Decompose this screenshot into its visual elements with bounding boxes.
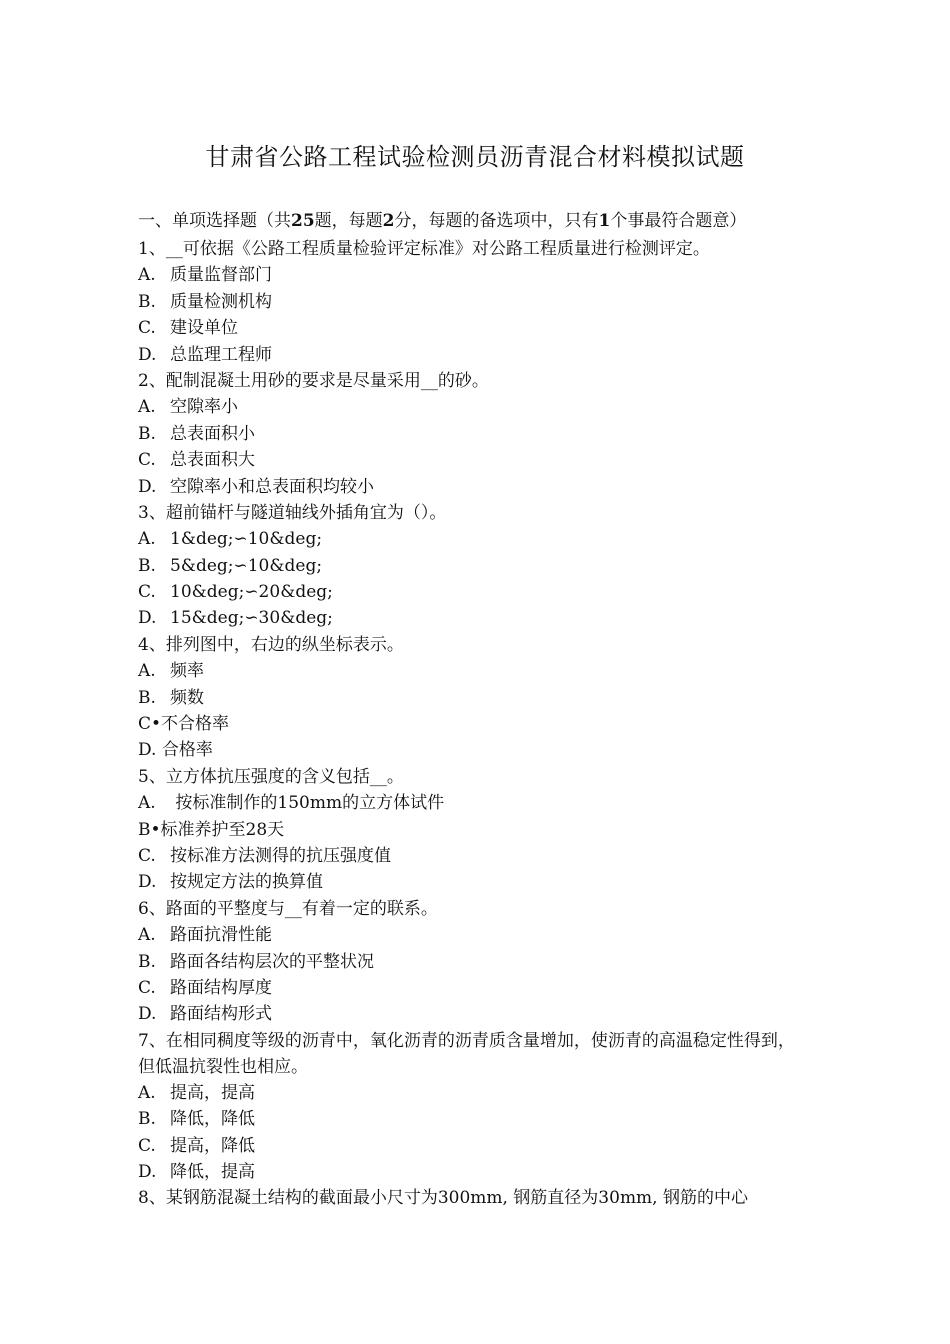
option-text: 总监理工程师 [170,344,272,365]
option [138,605,810,631]
option-letter: A. [138,529,156,550]
option [138,553,810,579]
option [138,474,810,500]
option [138,949,810,975]
option [138,447,810,473]
option-text: 空隙率小 [170,397,238,418]
option-letter: D. [138,1004,157,1025]
option [138,579,810,605]
option-text: 15&deg;∽30&deg; [170,608,333,629]
section-text-2: 题，每题 [314,211,383,231]
option-letter: C. [138,977,156,998]
section-text-4: 个事最符合题意） [610,211,747,231]
option [138,1159,810,1185]
option-text: 路面结构形式 [170,1004,272,1025]
score-per-question: 2 [382,211,395,231]
option [138,315,810,341]
option [138,658,810,684]
question-stem: 2、配制混凝土用砂的要求是尽量采用__的砂。 [138,370,489,391]
option-text: 按规定方法的换算值 [170,872,323,893]
option [138,737,810,763]
option-text: 总表面积大 [170,450,255,471]
option-text: 建设单位 [170,318,238,339]
option-letter: C. [138,318,156,339]
option-letter: C• [138,714,162,735]
option-letter: B. [138,423,156,444]
question-stem: 5、立方体抗压强度的含义包括__。 [138,766,404,787]
option [138,817,810,843]
option-text: 降低，降低 [170,1109,255,1130]
option-text: 按标准制作的150mm的立方体试件 [170,793,445,814]
option-text: 提高，降低 [170,1135,255,1156]
option-text: 1&deg;∽10&deg; [170,529,323,550]
option [138,869,810,895]
option-text: 路面结构厚度 [170,977,272,998]
option [138,289,810,315]
option [138,421,810,447]
question-stem: 3、超前锚杆与隧道轴线外插角宜为（）。 [138,502,447,523]
option-letter: C. [138,450,156,471]
option-text: 按标准方法测得的抗压强度值 [170,845,391,866]
option-text: 10&deg;∽20&deg; [170,582,333,603]
option-letter: B. [138,291,156,312]
option-letter: D. [138,608,157,629]
question-count: 25 [291,211,315,231]
option-letter: C. [138,845,156,866]
question-stem: 4、排列图中，右边的纵坐标表示。 [138,634,404,655]
option [138,922,810,948]
option-letter: D. [138,1161,157,1182]
section-text-1: 一、单项选择题（共 [138,211,291,231]
option-text: 频数 [170,687,204,708]
option [138,685,810,711]
option-text: 降低，提高 [170,1161,255,1182]
option-letter: D. [138,476,157,497]
option-text: 不合格率 [161,714,230,735]
question-stem: 7、在相同稠度等级的沥青中，氧化沥青的沥青质含量增加，使沥青的高温稳定性得到，但低温抗裂性也相应。 [138,1030,795,1077]
option [138,394,810,420]
option-letter: C. [138,1135,156,1156]
option-letter: A. [138,925,156,946]
option-text: 总表面积小 [170,423,255,444]
option-letter: C. [138,582,156,603]
option-letter: D. [138,344,157,365]
option-text: 标准养护至28天 [160,819,285,840]
option [138,342,810,368]
option [138,790,810,816]
option-letter: D. [138,872,157,893]
option [138,711,810,737]
option-letter: B. [138,951,156,972]
option-letter: A. [138,793,156,814]
option-text: 质量检测机构 [170,291,272,312]
document-title: 甘肃省公路工程试验检测员沥青混合材料模拟试题 [205,143,745,171]
option-text: 质量监督部门 [170,265,272,286]
section-text-3: 分，每题的备选项中，只有 [394,211,599,231]
option-text: 提高，提高 [170,1082,255,1103]
option [138,1080,810,1106]
option-letter: B. [138,555,156,576]
option-letter: A. [138,397,156,418]
option-text: 频率 [170,661,204,682]
option [138,1133,810,1159]
option-text: 空隙率小和总表面积均较小 [170,476,374,497]
option-text: 路面各结构层次的平整状况 [170,951,374,972]
option-letter: A. [138,661,156,682]
option-letter: B. [138,687,156,708]
option-letter: D. [138,740,157,761]
section-heading [138,209,810,234]
option [138,262,810,288]
correct-option-count: 1 [598,211,611,231]
option-letter: A. [138,1082,156,1103]
option [138,975,810,1001]
question-stem: 8、某钢筋混凝土结构的截面最小尺寸为300mm, 钢筋直径为30mm, 钢筋的中心 [138,1188,748,1209]
option [138,843,810,869]
option-text: 5&deg;∽10&deg; [170,555,323,576]
option-letter: A. [138,265,156,286]
option [138,1001,810,1027]
question-stem: 1、__可依据《公路工程质量检验评定标准》对公路工程质量进行检测评定。 [138,239,710,259]
option-letter: B. [138,1109,156,1130]
question-stem: 6、路面的平整度与__有着一定的联系。 [138,898,438,919]
option-letter: B• [138,819,161,840]
document-body [138,209,810,1212]
option-text: 合格率 [161,740,213,761]
option-text: 路面抗滑性能 [170,925,272,946]
option [138,1106,810,1132]
option [138,526,810,552]
